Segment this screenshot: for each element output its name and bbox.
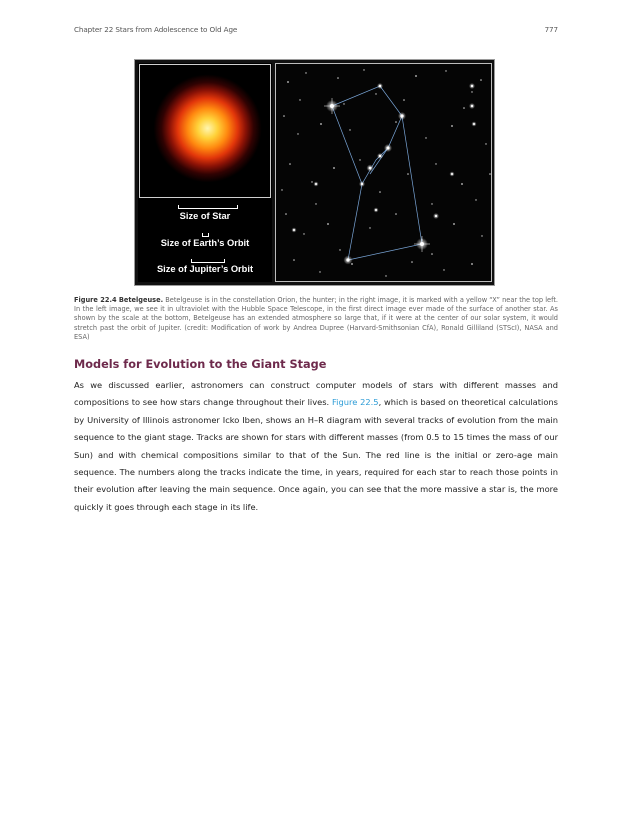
- figure-betelgeuse: [134, 59, 495, 286]
- figure-caption-label: Figure 22.4 Betelgeuse.: [74, 296, 164, 304]
- size-of-star-label: Size of Star: [179, 211, 231, 221]
- jupiter-orbit-bracket: [191, 259, 225, 263]
- paragraph-text-end: , which is based on theoretical calculations by University of Illinois astronomer Icko Iben, shows an H–R diagram with several tracks of evolution from the main sequence to the giant stage. Tracks are shown for stars with different masses (from 0.5 to 15 times the mass of our Sun) and with chemical compositions similar to that of the Sun. The red line is the initial or zero-age main sequence. The numbers along the tracks indicate the time, in years, required for each star to reach those points in their evolution after leaving the main sequence. Once again, you can see that the more massive a star is, the more quickly it goes through each stage in its life.: [74, 397, 558, 512]
- orion-star-field-panel: [275, 63, 492, 282]
- background-stars: [281, 69, 491, 276]
- figure-caption: [74, 296, 558, 342]
- size-of-jupiter-orbit-label: Size of Jupiter’s Orbit: [156, 264, 254, 274]
- body-paragraph: [74, 377, 558, 516]
- section-heading: Models for Evolution to the Giant Stage: [74, 358, 327, 371]
- figure-caption-credit: (credit: Modification of work by Andrea Dupree (Harvard-Smithsonian CfA), Ronald Gilliland (STScI), NASA and ESA): [74, 323, 558, 341]
- chapter-title: Chapter 22 Stars from Adolescence to Old Age: [74, 25, 238, 34]
- star-size-bracket: [178, 205, 238, 209]
- paragraph-text-start: As we discussed earlier, astronomers can construct computer models of stars with different masses and compositions to see how stars change throughout their lives.: [74, 380, 558, 408]
- figure-caption-text: Betelgeuse is in the constellation Orion, the hunter; in the right image, it is marked with a yellow “X” near the top left. In the left image, we see it in ultraviolet with the Hubble Space Telescope, in the first direct image ever made of the surface of another star. As shown by the scale at the bottom, Betelgeuse has an extended atmosphere so large that, if it were at the center of our solar system, it would stretch past the orbit of Jupiter.: [74, 296, 558, 332]
- betelgeuse-uv-image: [139, 64, 271, 198]
- bright-stars: [292, 83, 477, 265]
- page-number: 777: [544, 25, 558, 34]
- size-of-earth-orbit-label: Size of Earth’s Orbit: [160, 238, 250, 248]
- orion-star-field-image: [276, 64, 492, 282]
- running-header: [74, 25, 558, 37]
- figure-reference-link[interactable]: Figure 22.5: [331, 397, 379, 408]
- earth-orbit-bracket: [202, 233, 209, 237]
- betelgeuse-uv-panel: [138, 63, 272, 282]
- constellation-lines: [332, 86, 422, 260]
